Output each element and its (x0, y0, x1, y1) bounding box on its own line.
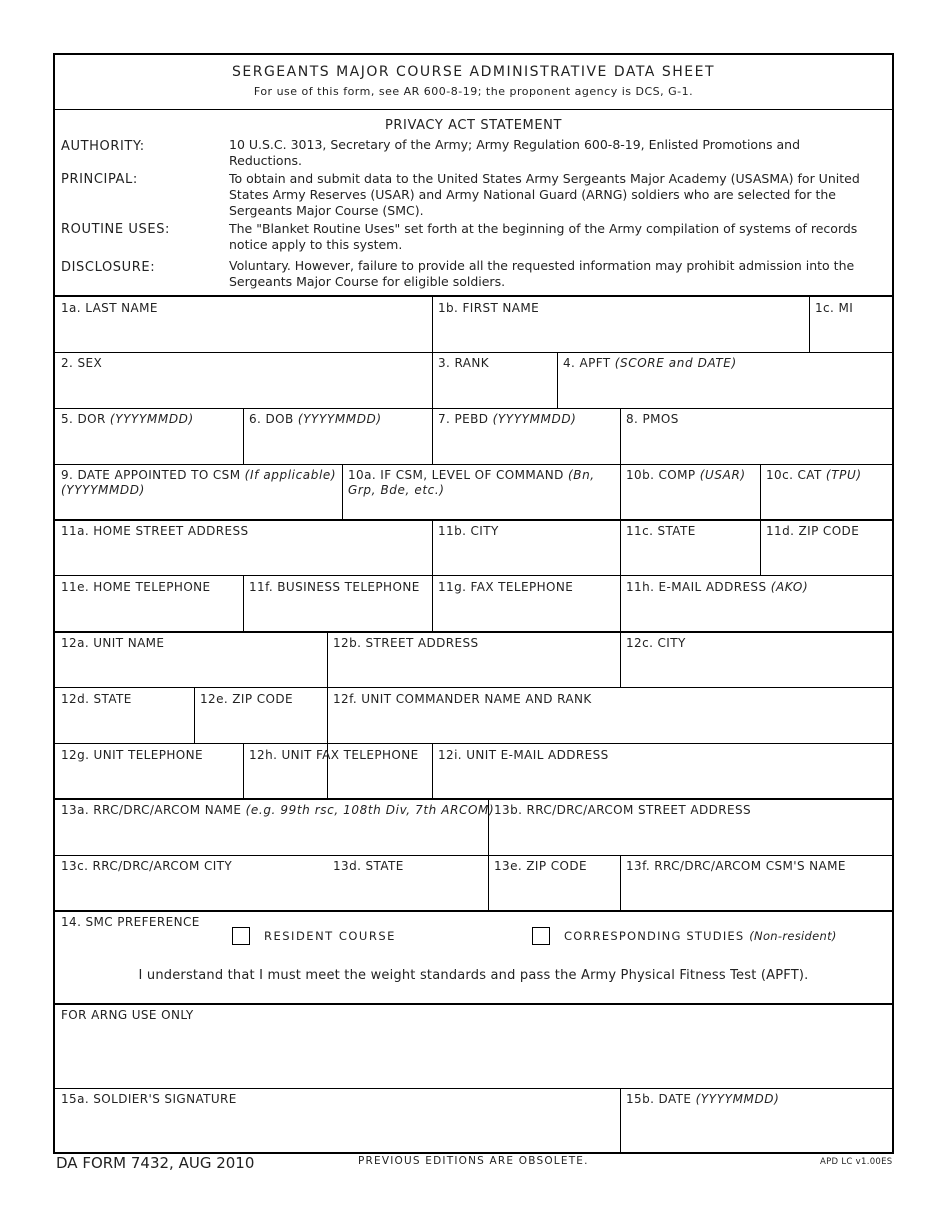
field-11e-home-telephone: 11e. HOME TELEPHONE (61, 580, 211, 594)
corresponding-studies-label: CORRESPONDING STUDIES (Non-resident) (564, 929, 837, 943)
divider (55, 1003, 892, 1005)
field-11c-state: 11c. STATE (626, 524, 696, 538)
field-4-apft: 4. APFT (SCORE and DATE) (563, 356, 737, 370)
resident-course-label: RESIDENT COURSE (264, 929, 396, 943)
field-12f-unit-commander: 12f. UNIT COMMANDER NAME AND RANK (333, 692, 592, 706)
routine-uses-label: ROUTINE USES: (61, 222, 171, 237)
field-12g-unit-telephone: 12g. UNIT TELEPHONE (61, 748, 204, 762)
divider (620, 521, 621, 688)
divider (342, 465, 343, 520)
divider (620, 856, 621, 911)
field-1c-mi: 1c. MI (815, 301, 854, 315)
field-12a-unit-name: 12a. UNIT NAME (61, 636, 165, 650)
divider (432, 409, 433, 465)
form-title: SERGEANTS MAJOR COURSE ADMINISTRATIVE DATA SHEET (231, 64, 715, 80)
field-10b-comp: 10b. COMP (USAR) (626, 468, 746, 482)
field-6-dob: 6. DOB (YYYYMMDD) (249, 412, 382, 426)
divider (432, 521, 433, 632)
privacy-act-title: PRIVACY ACT STATEMENT (384, 118, 563, 133)
field-1a-last-name: 1a. LAST NAME (61, 301, 158, 315)
divider (55, 408, 892, 409)
divider (557, 353, 558, 409)
divider (55, 743, 892, 744)
field-10c-cat: 10c. CAT (TPU) (766, 468, 862, 482)
divider (55, 910, 892, 912)
authority-label: AUTHORITY: (61, 139, 145, 154)
field-9-date-appointed-csm: 9. DATE APPOINTED TO CSM (If applicable) (YYYYMMDD) (61, 468, 337, 497)
divider (432, 296, 433, 409)
field-5-dor: 5. DOR (YYYYMMDD) (61, 412, 194, 426)
authority-text: 10 U.S.C. 3013, Secretary of the Army; Army Regulation 600-8-19, Enlisted Promotions and Reductions. (229, 137, 801, 168)
divider (243, 409, 244, 465)
divider (243, 744, 244, 799)
field-11b-city: 11b. CITY (438, 524, 499, 538)
field-13b-arcom-street-address: 13b. RRC/DRC/ARCOM STREET ADDRESS (494, 803, 751, 817)
divider (55, 519, 892, 521)
field-8-pmos: 8. PMOS (626, 412, 679, 426)
field-3-rank: 3. RANK (438, 356, 489, 370)
field-13c-arcom-city: 13c. RRC/DRC/ARCOM CITY (61, 859, 233, 873)
field-2-sex: 2. SEX (61, 356, 103, 370)
obsolete-notice: PREVIOUS EDITIONS ARE OBSOLETE. (358, 1155, 589, 1167)
divider (55, 855, 892, 856)
da-form-7432 (53, 53, 894, 1154)
field-15a-soldier-signature: 15a. SOLDIER'S SIGNATURE (61, 1092, 237, 1106)
divider (194, 688, 195, 744)
field-12b-street-address: 12b. STREET ADDRESS (333, 636, 479, 650)
field-11h-email-address: 11h. E-MAIL ADDRESS (AKO) (626, 580, 809, 594)
field-12h-unit-fax-telephone: 12h. UNIT FAX TELEPHONE (249, 748, 419, 762)
form-id: DA FORM 7432, AUG 2010 (56, 1154, 255, 1172)
field-7-pebd: 7. PEBD (YYYYMMDD) (438, 412, 577, 426)
field-11a-home-street-address: 11a. HOME STREET ADDRESS (61, 524, 249, 538)
field-11f-business-telephone: 11f. BUSINESS TELEPHONE (249, 580, 420, 594)
divider (55, 109, 892, 110)
field-11g-fax-telephone: 11g. FAX TELEPHONE (438, 580, 574, 594)
version-code: APD LC v1.00ES (820, 1157, 893, 1167)
field-12e-zip-code: 12e. ZIP CODE (200, 692, 293, 706)
divider (55, 1088, 892, 1089)
apft-statement: I understand that I must meet the weight standards and pass the Army Physical Fitness Test (APFT). (138, 968, 809, 983)
field-13a-arcom-name: 13a. RRC/DRC/ARCOM NAME (e.g. 99th rsc, 108th Div, 7th ARCOM) (61, 803, 495, 817)
field-10a-level-of-command: 10a. IF CSM, LEVEL OF COMMAND (Bn, Grp, Bde, etc.) (348, 468, 595, 497)
principal-label: PRINCIPAL: (61, 172, 138, 187)
field-13f-arcom-csm-name: 13f. RRC/DRC/ARCOM CSM'S NAME (626, 859, 846, 873)
divider (327, 632, 328, 799)
principal-text: To obtain and submit data to the United States Army Sergeants Major Academy (USASMA) for United States Army Reserves (USAR) and Army National Guard (ARNG) soldiers who are selected for the Sergeants Major Course (SMC). (229, 171, 860, 218)
divider (55, 631, 892, 633)
field-12i-unit-email-address: 12i. UNIT E-MAIL ADDRESS (438, 748, 609, 762)
divider (620, 409, 621, 520)
divider (809, 296, 810, 353)
divider (432, 744, 433, 799)
divider (55, 687, 892, 688)
divider (55, 352, 892, 353)
field-13e-zip-code: 13e. ZIP CODE (494, 859, 587, 873)
divider (243, 576, 244, 632)
field-14-smc-preference: 14. SMC PREFERENCE (61, 915, 200, 929)
divider (55, 575, 892, 576)
divider (55, 464, 892, 465)
form-subtitle: For use of this form, see AR 600-8-19; the proponent agency is DCS, G-1. (253, 85, 694, 98)
routine-uses-text: The "Blanket Routine Uses" set forth at the beginning of the Army compilation of systems of records notice apply to this system. (229, 221, 858, 252)
field-13d-state: 13d. STATE (333, 859, 404, 873)
field-12d-state: 12d. STATE (61, 692, 132, 706)
field-1b-first-name: 1b. FIRST NAME (438, 301, 540, 315)
resident-course-checkbox[interactable] (232, 927, 250, 945)
divider (55, 295, 892, 297)
field-12c-city: 12c. CITY (626, 636, 686, 650)
arng-use-only: FOR ARNG USE ONLY (61, 1008, 194, 1022)
field-11d-zip-code: 11d. ZIP CODE (766, 524, 860, 538)
disclosure-label: DISCLOSURE: (61, 260, 156, 275)
field-15b-date: 15b. DATE (YYYYMMDD) (626, 1092, 780, 1106)
divider (760, 465, 761, 576)
divider (55, 798, 892, 800)
corresponding-studies-checkbox[interactable] (532, 927, 550, 945)
divider (620, 1089, 621, 1152)
disclosure-text: Voluntary. However, failure to provide all the requested information may prohibit admission into the Sergeants Major Course for eligible soldiers. (229, 258, 855, 289)
